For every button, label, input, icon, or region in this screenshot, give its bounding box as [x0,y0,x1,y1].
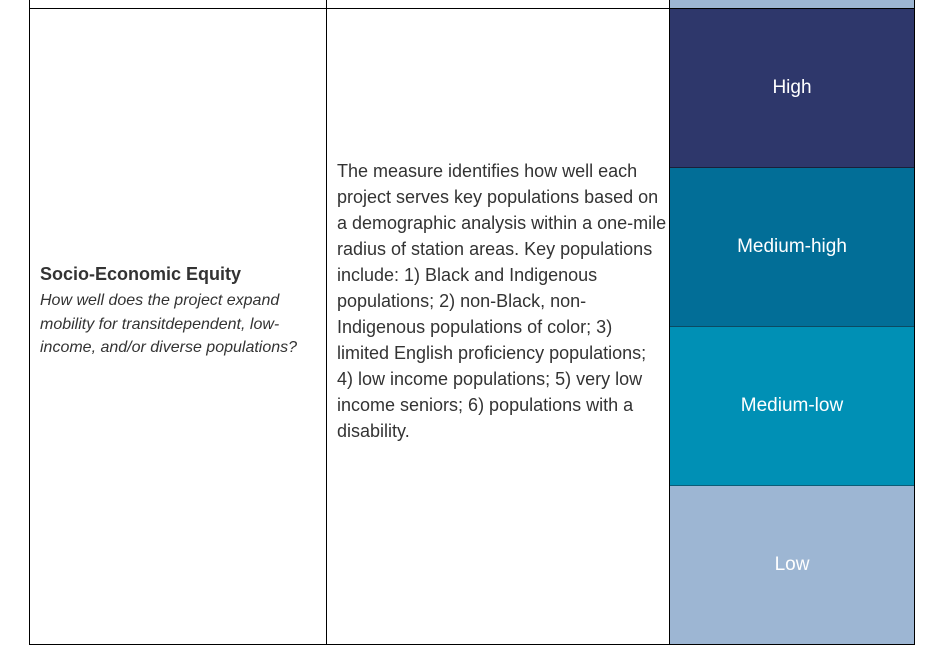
measure-description: The measure identifies how well each project serves key populations based on a demographic analysis within a one-mile radius of station areas. Key populations include: 1) Black and Indigenous populations; 2) non-Black, non-Indigenous populations of color; 3) limited English proficiency populations; 4) low income populations; 5) very low income seniors; 6) populations with a disability. [337,161,667,441]
table-border-bottom [29,644,915,645]
table-border-right [914,0,915,645]
column-divider [326,0,327,645]
rating-cell-medium-high: Medium-high [670,168,914,326]
criterion-cell [40,263,310,360]
criterion-title: Socio-Economic Equity [40,264,242,284]
row-divider [29,8,915,9]
criterion-question: How well does the project expand mobility for transitdependent, low-income, and/or diverse populations? [40,292,298,356]
table-border-left [29,0,30,645]
rating-cell-low: Low [670,486,914,644]
rating-divider [670,167,914,168]
rating-divider [670,326,914,327]
rating-divider [670,485,914,486]
rating-cell-medium-low: Medium-low [670,327,914,485]
column-divider [669,0,670,645]
previous-row-rating-cell [670,0,914,8]
rating-cell-high: High [670,9,914,167]
